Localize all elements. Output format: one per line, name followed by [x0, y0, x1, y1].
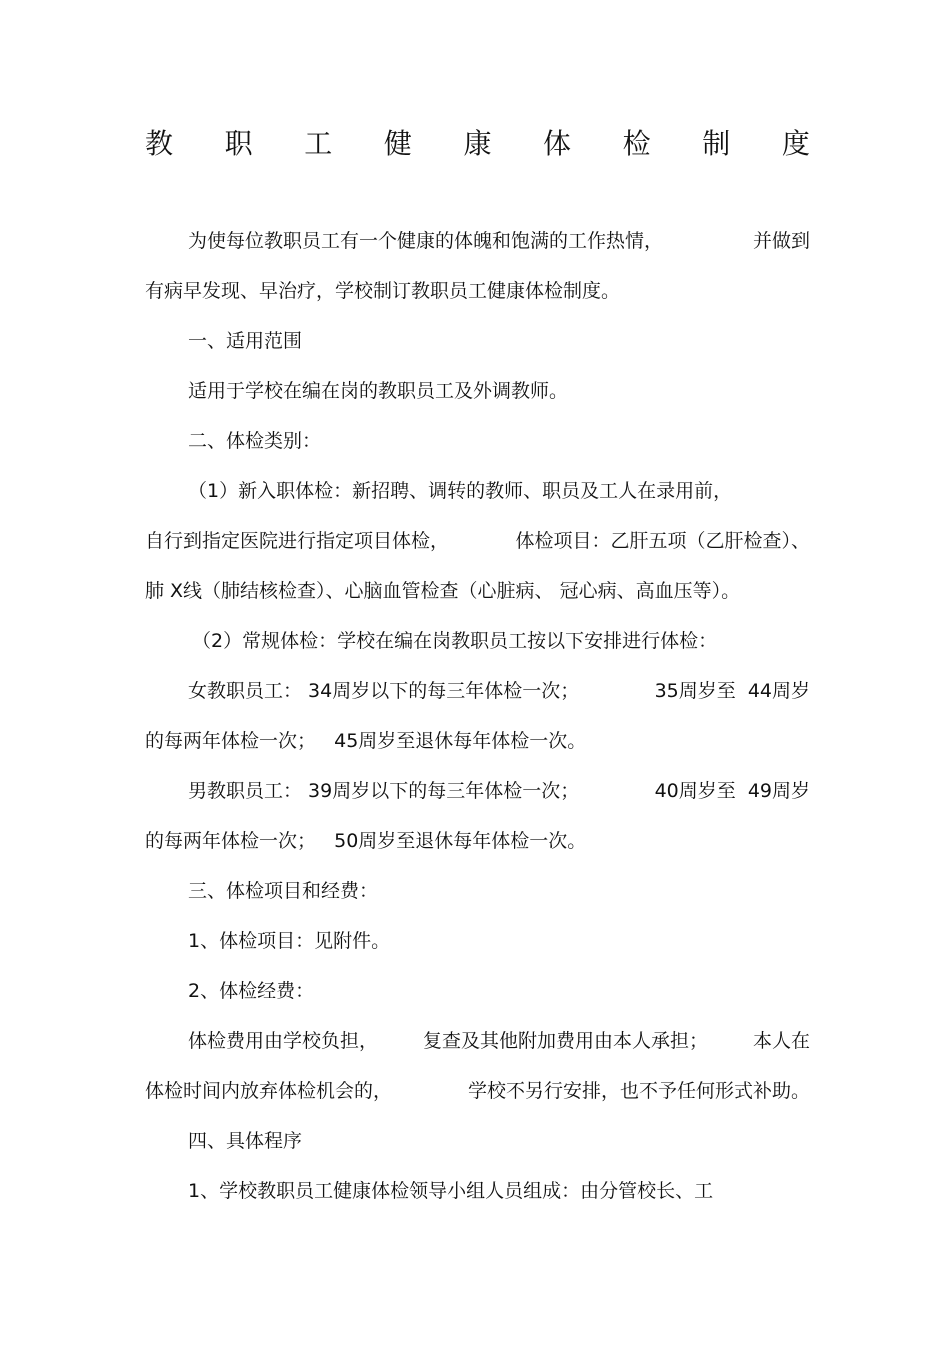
intro-text-a: 为使每位教职员工有一个健康的体魄和饱满的工作热情，: [188, 230, 664, 252]
fee-line-1-b: 复查及其他附加费用由本人承担；: [422, 1030, 708, 1052]
male-line-1: [188, 776, 810, 806]
fee-line-2-a: 体检时间内放弃体检机会的，: [145, 1080, 393, 1102]
female-line-2: 的每两年体检一次； 45周岁至退休每年体检一次。: [145, 730, 587, 752]
title-char: 工: [304, 127, 333, 160]
section-3-item-1: 1、体检项目：见附件。: [188, 930, 391, 952]
intro-text-b: 并做到: [752, 230, 810, 252]
title-char: 职: [224, 127, 253, 160]
item-1-line-1: （1）新入职体检：新招聘、调转的教师、职员及工人在录用前，: [188, 480, 733, 502]
fee-line-1-c: 本人在: [752, 1030, 810, 1052]
item-1-line-3: 肺 X线（肺结核检查）、心脑血管检查（心脏病、 冠心病、高血压等）。: [145, 580, 741, 602]
item-1-line-2: [145, 526, 810, 556]
section-1-heading: 一、适用范围: [188, 330, 303, 352]
title-char: 制: [702, 127, 731, 160]
section-4-item-1: 1、学校教职员工健康体检领导小组人员组成：由分管校长、工: [188, 1180, 714, 1202]
section-4-heading: 四、具体程序: [188, 1130, 303, 1152]
item-2-line-1: （2）常规体检：学校在编在岗教职员工按以下安排进行体检：: [192, 630, 718, 652]
fee-line-2-b: 学校不另行安排，也不予任何形式补助。: [467, 1080, 810, 1102]
male-line-1-b: 40周岁至 49周岁: [654, 780, 810, 802]
male-line-2: 的每两年体检一次； 50周岁至退休每年体检一次。: [145, 830, 587, 852]
title-char: 检: [622, 127, 651, 160]
fee-line-1: [188, 1026, 810, 1056]
female-line-1: [188, 676, 810, 706]
title-char: 教: [145, 127, 174, 160]
male-line-1-a: 男教职员工： 39周岁以下的每三年体检一次；: [188, 780, 580, 802]
item-1-line-2-a: 自行到指定医院进行指定项目体检，: [145, 530, 450, 552]
intro-line-1: [188, 226, 810, 256]
fee-line-2: [145, 1076, 810, 1106]
section-3-item-2: 2、体检经费：: [188, 980, 315, 1002]
female-line-1-b: 35周岁至 44周岁: [654, 680, 810, 702]
intro-line-2: 有病早发现、早治疗，学校制订教职员工健康体检制度。: [145, 280, 621, 302]
section-2-heading: 二、体检类别：: [188, 430, 322, 452]
title-char: 体: [543, 127, 572, 160]
section-1-body: 适用于学校在编在岗的教职员工及外调教师。: [188, 380, 569, 402]
female-line-1-a: 女教职员工： 34周岁以下的每三年体检一次；: [188, 680, 580, 702]
title-char: 健: [383, 127, 412, 160]
title-char: 康: [463, 127, 492, 160]
section-3-heading: 三、体检项目和经费：: [188, 880, 379, 902]
document-title: [145, 124, 810, 164]
title-char: 度: [781, 127, 810, 160]
item-1-line-2-b: 体检项目：乙肝五项（乙肝检查）、: [515, 530, 810, 552]
fee-line-1-a: 体检费用由学校负担，: [188, 1030, 379, 1052]
